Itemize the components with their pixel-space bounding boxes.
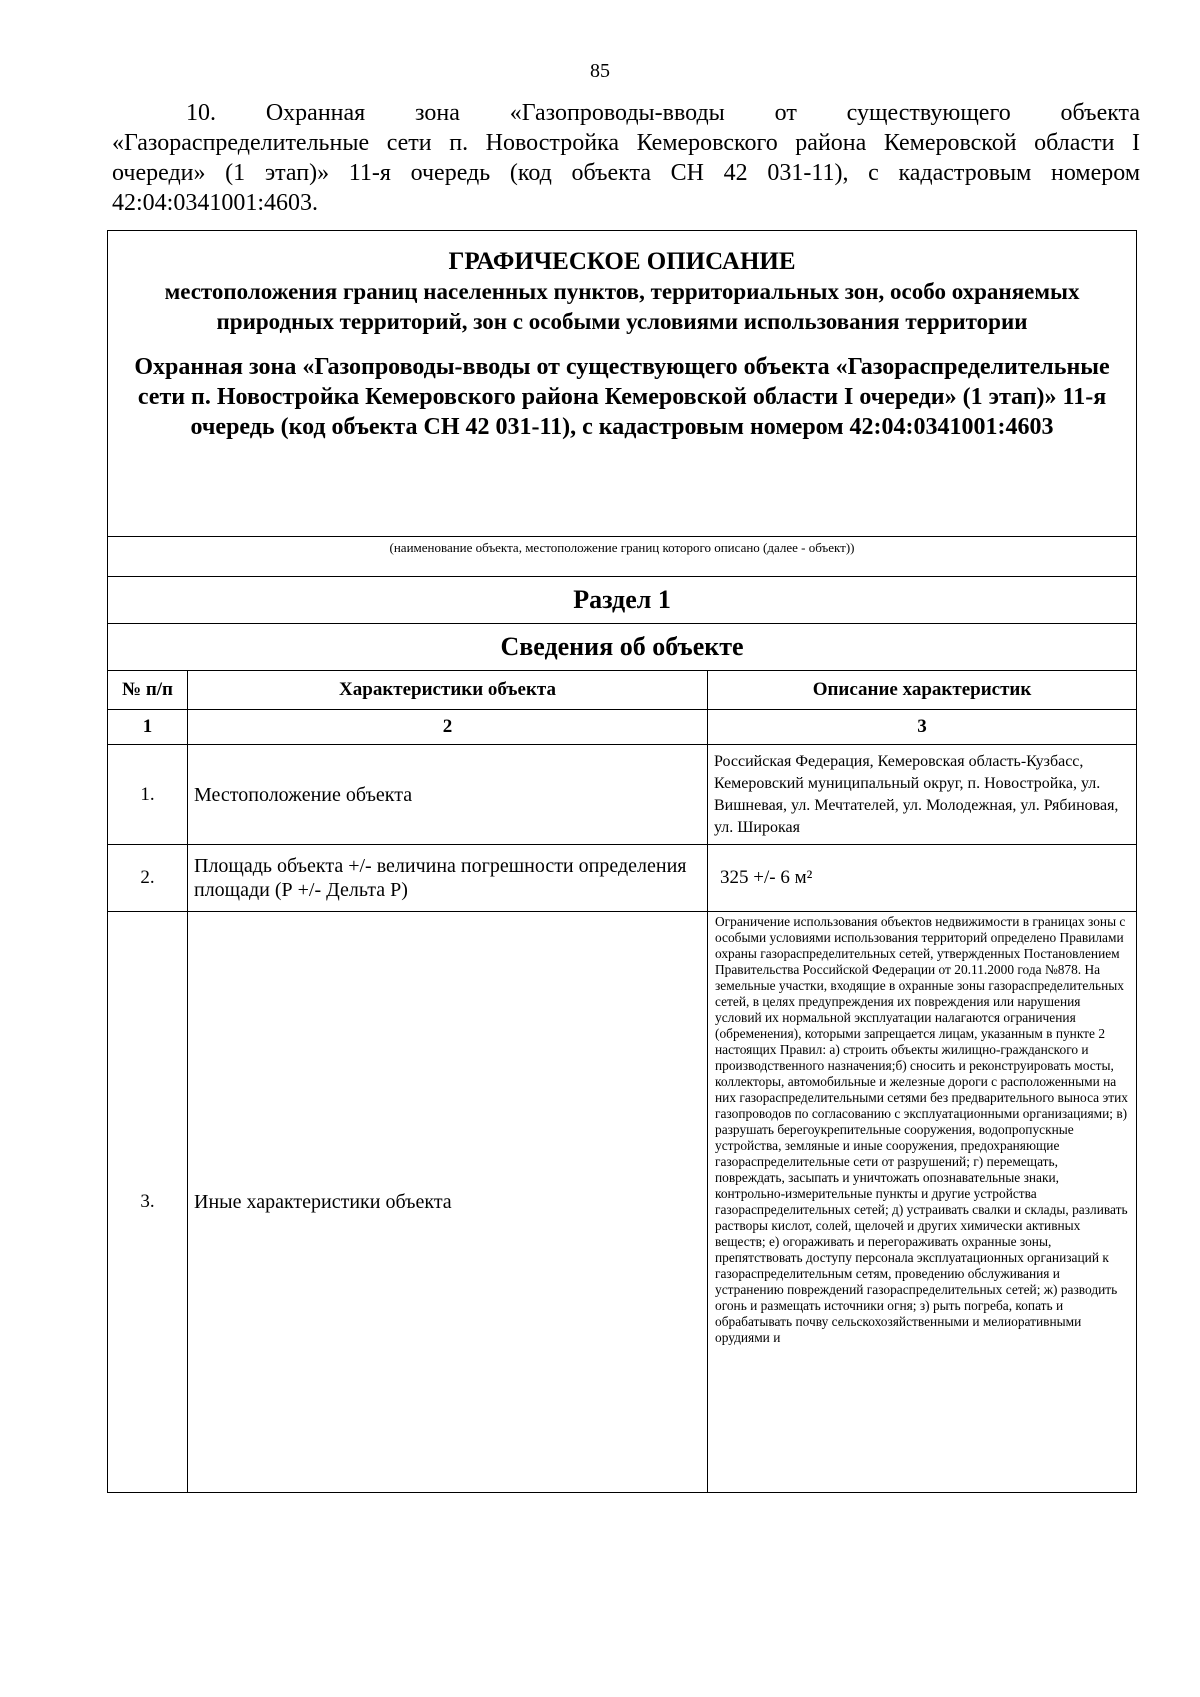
header-block [108,231,1137,537]
column-number-1: 1 [108,710,188,745]
object-caption: (наименование объекта, местоположение границ которого описано (далее - объект)) [108,537,1137,577]
page-number: 85 [590,60,610,82]
section-subtitle: Сведения об объекте [108,624,1137,671]
column-number-3: 3 [708,710,1137,745]
column-header-description: Описание характеристик [708,671,1137,710]
table-row [108,845,1137,912]
column-header-characteristic: Характеристики объекта [188,671,708,710]
row-description [708,912,1137,1493]
row-characteristic: Местоположение объекта [188,745,708,845]
table-row [108,745,1137,845]
row-characteristic: Площадь объекта +/- величина погрешности определения площади (Р +/- Дельта Р) [188,845,708,912]
column-header-number: № п/п [108,671,188,710]
table-row [108,912,1137,1493]
row-description: 325 +/- 6 м² [708,845,1137,912]
row-number: 3. [108,912,188,1493]
section-title: Раздел 1 [108,577,1137,624]
row-characteristic: Иные характеристики объекта [188,912,708,1493]
row-description: Российская Федерация, Кемеровская область-Кузбасс, Кемеровский муниципальный округ, п. Новостройка, ул. Вишневая, ул. Мечтателей, ул. Молодежная, ул. Рябиновая, ул. Широкая [708,745,1137,845]
document-subtitle: местоположения границ населенных пунктов, территориальных зон, особо охраняемых природных территорий, зон с особыми условиями использования территории [164,279,1080,334]
row-number: 2. [108,845,188,912]
intro-paragraph: 10. Охранная зона «Газопроводы-вводы от существующего объекта «Газораспределительные сети п. Новостройка Кемеровского района Кемеровской области I очереди» (1 этап)» 11-я очередь (код объекта СН 42 031-11), с кадастровым номером 42:04:0341001:4603. [112,100,1140,216]
document-title: ГРАФИЧЕСКОЕ ОПИСАНИЕ [448,248,796,275]
graphic-description-table [107,230,1137,1493]
object-name: Охранная зона «Газопроводы-вводы от существующего объекта «Газораспределительные сети п. Новостройка Кемеровского района Кемеровской области I очереди» (1 этап)» 11-я очередь (код объекта СН 42 031-11), с кадастровым номером 42:04:0341001:4603 [134,354,1110,440]
row-number: 1. [108,745,188,845]
column-number-2: 2 [188,710,708,745]
row-description-text: Ограничение использования объектов недвижимости в границах зоны с особыми условиями использования территорий определено Правилами охраны газораспределительных сетей, утвержденных Постановлением Правительства Российской Федерации от 20.11.2000 года №878. На земельные участки, входящие в охранные зоны газораспределительных сетей, в целях предупреждения их повреждения или нарушения условий их нормальной эксплуатации налагаются ограничения (обременения), которыми запрещается лицам, указанным в пункте 2 настоящих Правил: а) строить объекты жилищно-гражданского и производственного назначения;б) сносить и реконструировать мосты, коллекторы, автомобильные и железные дороги с расположенными на них газораспределительными сетями без предварительного выноса этих газопроводов по согласованию с эксплуатационными организациями; в) разрушать берегоукрепительные сооружения, водопропускные устройства, земляные и иные сооружения, предохраняющие газораспределительные сети от разрушений; г) перемещать, повреждать, засыпать и уничтожать опознавательные знаки, контрольно-измерительные пункты и другие устройства газораспределительных сетей; д) устраивать свалки и склады, разливать растворы кислот, солей, щелочей и других химически активных веществ; е) огораживать и перегораживать охранные зоны, препятствовать доступу персонала эксплуатационных организаций к газораспределительным сетям, проведению обслуживания и устранению повреждений газораспределительных сетей; ж) разводить огонь и размещать источники огня; з) рыть погреба, копать и обрабатывать почву сельскохозяйственными и мелиоративными орудиями и [715,914,1128,1345]
